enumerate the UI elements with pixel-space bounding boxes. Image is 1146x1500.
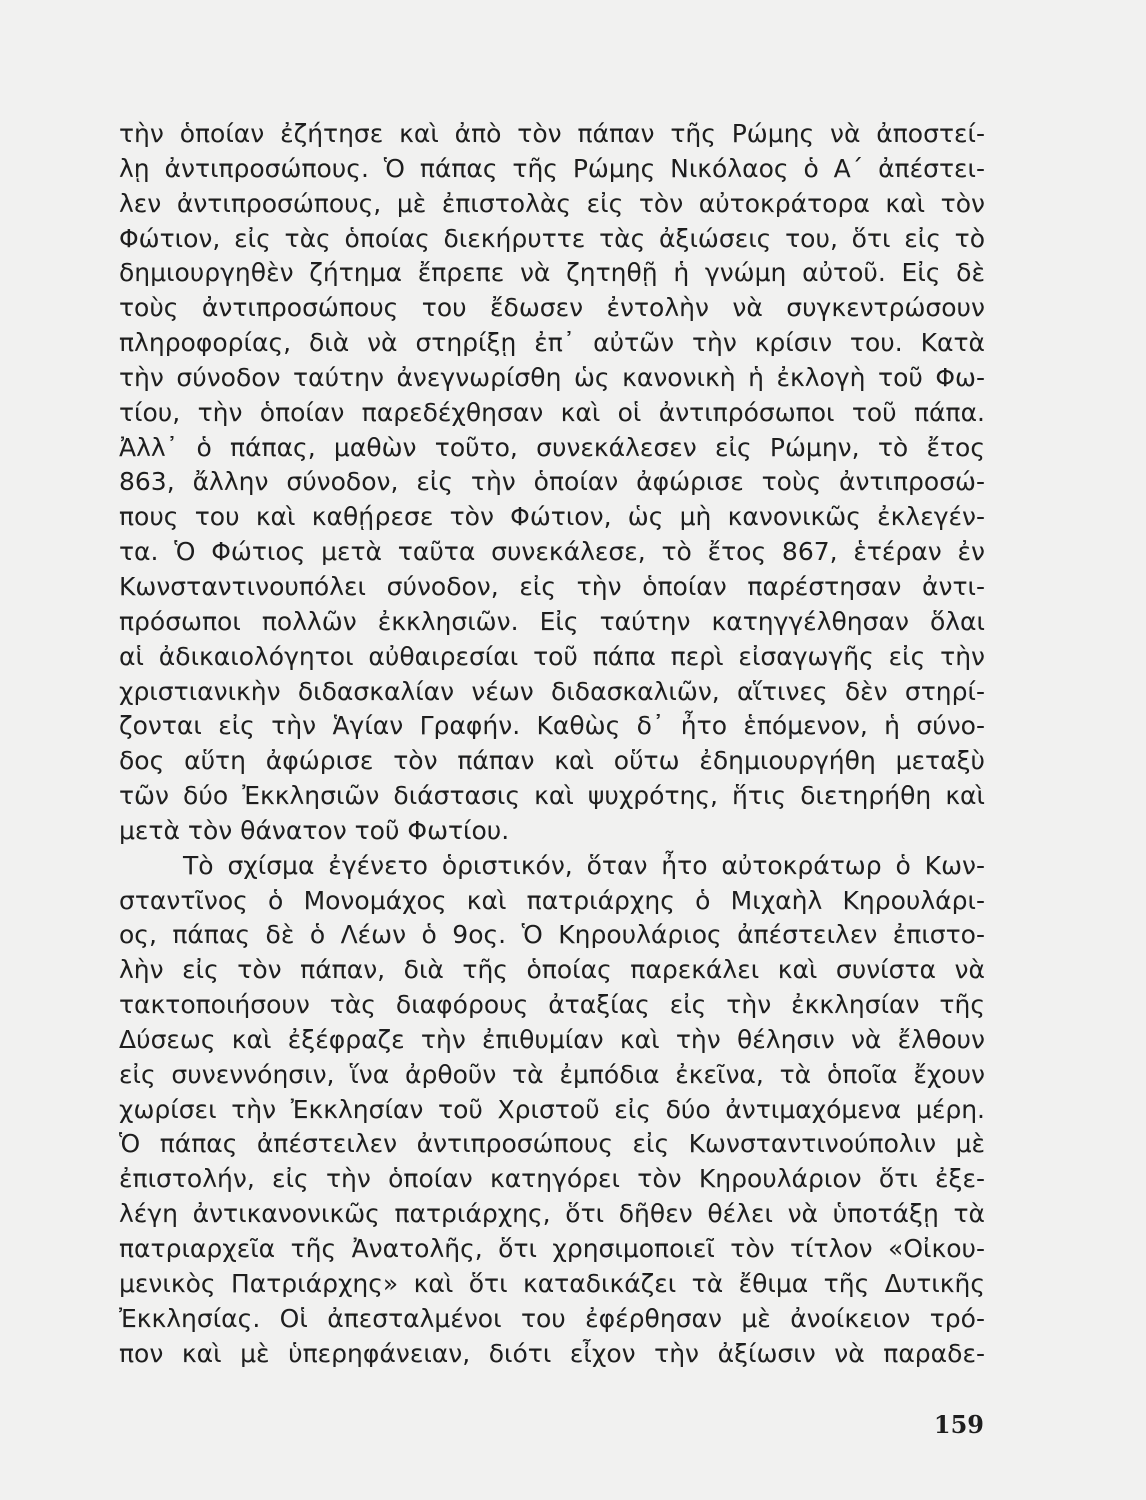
text-line: ος, πάπας δὲ ὁ Λέων ὁ 9ος. Ὁ Κηρουλάριος ἀπέστειλεν ἐπιστο- — [119, 920, 985, 950]
paragraph-end-line: μετὰ τὸν θάνατον τοῦ Φωτίου. — [119, 815, 510, 845]
text-line: Φώτιον, εἰς τὰς ὁποίας διεκήρυττε τὰς ἀξιώσεις του, ὅτι εἰς τὸ — [119, 223, 985, 253]
page-number: 159 — [933, 1410, 984, 1439]
text-line: πον καὶ μὲ ὑπερηφάνειαν, διότι εἶχον τὴν ἀξίωσιν νὰ παραδε- — [119, 1338, 985, 1368]
text-line: Ἐκκλησίας. Οἱ ἀπεσταλμένοι του ἐφέρθησαν μὲ ἀνοίκειον τρό- — [119, 1303, 985, 1333]
text-line: Ὁ πάπας ἀπέστειλεν ἀντιπροσώπους εἰς Κωνσταντινούπολιν μὲ — [119, 1129, 985, 1159]
text-line: μενικὸς Πατριάρχης» καὶ ὅτι καταδικάζει τὰ ἔθιμα τῆς Δυτικῆς — [119, 1268, 985, 1298]
text-line: τὴν ὁποίαν ἐζήτησε καὶ ἀπὸ τὸν πάπαν τῆς Ρώμης νὰ ἀποστεί- — [119, 119, 985, 148]
text-line: λῃ ἀντιπροσώπους. Ὁ πάπας τῆς Ρώμης Νικόλαος ὁ Α΄ ἀπέστει- — [119, 153, 985, 183]
text-line: δημιουργηθὲν ζήτημα ἔπρεπε νὰ ζητηθῇ ἡ γνώμη αὐτοῦ. Εἰς δὲ — [119, 258, 985, 288]
text-line: τα. Ὁ Φώτιος μετὰ ταῦτα συνεκάλεσε, τὸ ἔτος 867, ἑτέραν ἐν — [119, 537, 985, 567]
body-text — [119, 117, 985, 1371]
text-line: τῶν δύο Ἐκκλησιῶν διάστασις καὶ ψυχρότης, ἥτις διετηρήθη καὶ — [119, 781, 985, 811]
text-line: τοὺς ἀντιπροσώπους του ἔδωσεν ἐντολὴν νὰ συγκεντρώσουν — [119, 293, 985, 323]
text-line: εἰς συνεννόησιν, ἵνα ἀρθοῦν τὰ ἐμπόδια ἐκεῖνα, τὰ ὁποῖα ἔχουν — [119, 1059, 985, 1089]
text-line: Κωνσταντινουπόλει σύνοδον, εἰς τὴν ὁποίαν παρέστησαν ἀντι- — [119, 571, 985, 601]
text-line: πατριαρχεῖα τῆς Ἀνατολῆς, ὅτι χρησιμοποιεῖ τὸν τίτλον «Οἰκου- — [119, 1234, 985, 1263]
text-line: αἱ ἀδικαιολόγητοι αὐθαιρεσίαι τοῦ πάπα περὶ εἰσαγωγῆς εἰς τὴν — [119, 641, 985, 671]
text-line: Ἀλλ᾽ ὁ πάπας, μαθὼν τοῦτο, συνεκάλεσεν εἰς Ρώμην, τὸ ἔτος — [119, 432, 985, 462]
text-line: ἐπιστολήν, εἰς τὴν ὁποίαν κατηγόρει τὸν Κηρουλάριον ὅτι ἐξε- — [119, 1164, 985, 1194]
text-line: δος αὕτη ἀφώρισε τὸν πάπαν καὶ οὕτω ἐδημιουργήθη μεταξὺ — [119, 746, 985, 776]
text-line: πους του καὶ καθῄρεσε τὸν Φώτιον, ὡς μὴ κανονικῶς ἐκλεγέν- — [119, 502, 985, 532]
text-line: σταντῖνος ὁ Μονομάχος καὶ πατριάρχης ὁ Μιχαὴλ Κηρουλάρι- — [119, 885, 985, 915]
text-line: ζονται εἰς τὴν Ἁγίαν Γραφήν. Καθὼς δ᾽ ἦτο ἑπόμενον, ἡ σύνο- — [119, 711, 985, 741]
text-line: πληροφορίας, διὰ νὰ στηρίξῃ ἐπ᾽ αὐτῶν τὴν κρίσιν του. Κατὰ — [119, 328, 985, 358]
text-line: χωρίσει τὴν Ἐκκλησίαν τοῦ Χριστοῦ εἰς δύο ἀντιμαχόμενα μέρη. — [119, 1094, 985, 1124]
text-line: λέγη ἀντικανονικῶς πατριάρχης, ὅτι δῆθεν θέλει νὰ ὑποτάξῃ τὰ — [119, 1199, 985, 1229]
text-line: χριστιανικὴν διδασκαλίαν νέων διδασκαλιῶν, αἵτινες δὲν στηρί- — [119, 676, 985, 706]
text-line: 863, ἄλλην σύνοδον, εἰς τὴν ὁποίαν ἀφώρισε τοὺς ἀντιπροσώ- — [119, 467, 985, 497]
text-line: λεν ἀντιπροσώπους, μὲ ἐπιστολὰς εἰς τὸν αὐτοκράτορα καὶ τὸν — [119, 188, 985, 218]
text-line: Δύσεως καὶ ἐξέφραζε τὴν ἐπιθυμίαν καὶ τὴν θέλησιν νὰ ἔλθουν — [119, 1024, 985, 1054]
text-line: τακτοποιήσουν τὰς διαφόρους ἀταξίας εἰς τὴν ἐκκλησίαν τῆς — [119, 990, 985, 1020]
text-line: λὴν εἰς τὸν πάπαν, διὰ τῆς ὁποίας παρεκάλει καὶ συνίστα νὰ — [119, 955, 985, 985]
text-line: τίου, τὴν ὁποίαν παρεδέχθησαν καὶ οἱ ἀντιπρόσωποι τοῦ πάπα. — [119, 397, 985, 427]
text-line: τὴν σύνοδον ταύτην ἀνεγνωρίσθη ὡς κανονικὴ ἡ ἐκλογὴ τοῦ Φω- — [119, 362, 985, 392]
paragraph-start-line: Τὸ σχίσμα ἐγένετο ὁριστικόν, ὅταν ἦτο αὐτοκράτωρ ὁ Κων- — [183, 850, 985, 880]
text-line: πρόσωποι πολλῶν ἐκκλησιῶν. Εἰς ταύτην κατηγγέλθησαν ὅλαι — [119, 606, 985, 636]
